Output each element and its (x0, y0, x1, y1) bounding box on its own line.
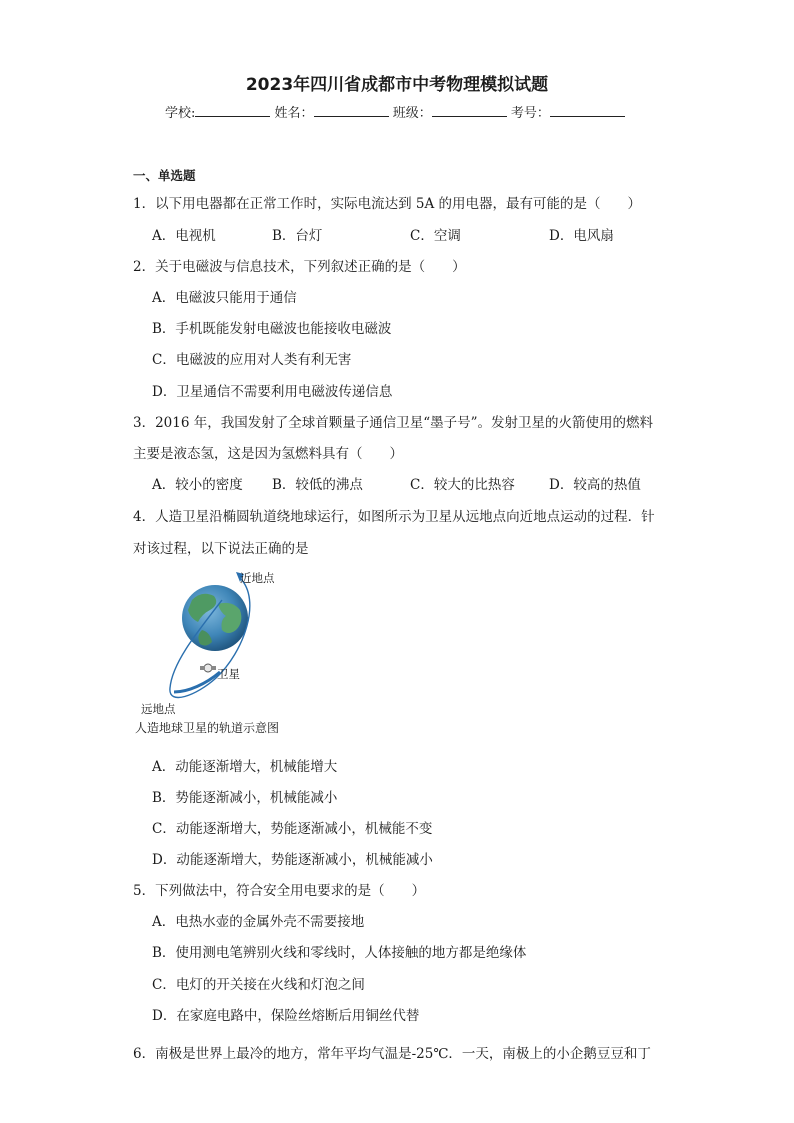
q2-option-a[interactable]: A．电磁波只能用于通信 (152, 290, 297, 306)
question-3-stem-line1: 3．2016 年，我国发射了全球首颗量子通信卫星“墨子号”。发射卫星的火箭使用的燃料 (133, 415, 654, 431)
section-heading: 一、单选题 (133, 168, 196, 183)
name-label: 姓名： (274, 106, 314, 121)
q5-option-c[interactable]: C．电灯的开关接在火线和灯泡之间 (152, 977, 365, 993)
q1-option-a[interactable]: A．电视机 (152, 228, 216, 244)
q2-option-d[interactable]: D．卫星通信不需要利用电磁波传递信息 (152, 384, 393, 400)
q3-option-a[interactable]: A．较小的密度 (152, 477, 243, 493)
perigee-label: 近地点 (240, 571, 275, 585)
apogee-label: 远地点 (141, 702, 176, 716)
q2-option-c[interactable]: C．电磁波的应用对人类有利无害 (152, 352, 352, 368)
student-info-line (165, 102, 625, 121)
orbit-direction-arrow (174, 672, 220, 692)
q1-option-b[interactable]: B．台灯 (272, 228, 323, 244)
q3-option-b[interactable]: B．较低的沸点 (272, 477, 363, 493)
school-blank[interactable] (195, 102, 270, 117)
q3-option-c[interactable]: C．较大的比热容 (410, 477, 515, 493)
q5-option-d[interactable]: D．在家庭电路中，保险丝熔断后用铜丝代替 (152, 1008, 420, 1024)
q5-option-b[interactable]: B．使用测电笔辨别火线和零线时，人体接触的地方都是绝缘体 (152, 945, 527, 961)
figure-caption: 人造地球卫星的轨道示意图 (135, 721, 280, 735)
class-label: 班级： (392, 106, 432, 121)
name-blank[interactable] (314, 102, 389, 117)
satellite-label: 卫星 (217, 667, 240, 681)
question-1-stem: 1．以下用电器都在正常工作时，实际电流达到 5A 的用电器，最有可能的是（ ） (133, 196, 642, 212)
question-4-stem-line1: 4．人造卫星沿椭圆轨道绕地球运行，如图所示为卫星从远地点向近地点运动的过程．针 (133, 509, 655, 525)
q4-option-d[interactable]: D．动能逐渐增大，势能逐渐减小，机械能减小 (152, 852, 433, 868)
school-label: 学校: (165, 106, 196, 121)
satellite-icon (200, 664, 216, 672)
q4-option-c[interactable]: C．动能逐渐增大，势能逐渐减小，机械能不变 (152, 821, 433, 837)
q3-option-d[interactable]: D．较高的热值 (549, 477, 641, 493)
page-title: 2023年四川省成都市中考物理模拟试题 (245, 75, 549, 95)
q5-option-a[interactable]: A．电热水壶的金属外壳不需要接地 (152, 914, 365, 930)
q4-option-a[interactable]: A．动能逐渐增大，机械能增大 (152, 759, 338, 775)
q1-option-d[interactable]: D．电风扇 (549, 228, 614, 244)
question-2-stem: 2．关于电磁波与信息技术，下列叙述正确的是（ ） (133, 259, 466, 275)
question-3-stem-line2: 主要是液态氢，这是因为氢燃料具有（ ） (133, 446, 403, 462)
exam-no-blank[interactable] (550, 102, 625, 117)
class-blank[interactable] (432, 102, 507, 117)
question-5-stem: 5．下列做法中，符合安全用电要求的是（ ） (133, 883, 426, 899)
q4-option-b[interactable]: B．势能逐渐减小，机械能减小 (152, 790, 338, 806)
q2-option-b[interactable]: B．手机既能发射电磁波也能接收电磁波 (152, 321, 392, 337)
question-6-stem-line1: 6．南极是世界上最冷的地方，常年平均气温是-25℃．一天，南极上的小企鹅豆豆和丁 (133, 1046, 651, 1062)
q1-option-c[interactable]: C．空调 (410, 228, 461, 244)
exam-no-label: 考号： (510, 106, 550, 121)
question-4-stem-line2: 对该过程，以下说法正确的是 (133, 541, 309, 557)
satellite-orbit-figure (140, 560, 300, 720)
